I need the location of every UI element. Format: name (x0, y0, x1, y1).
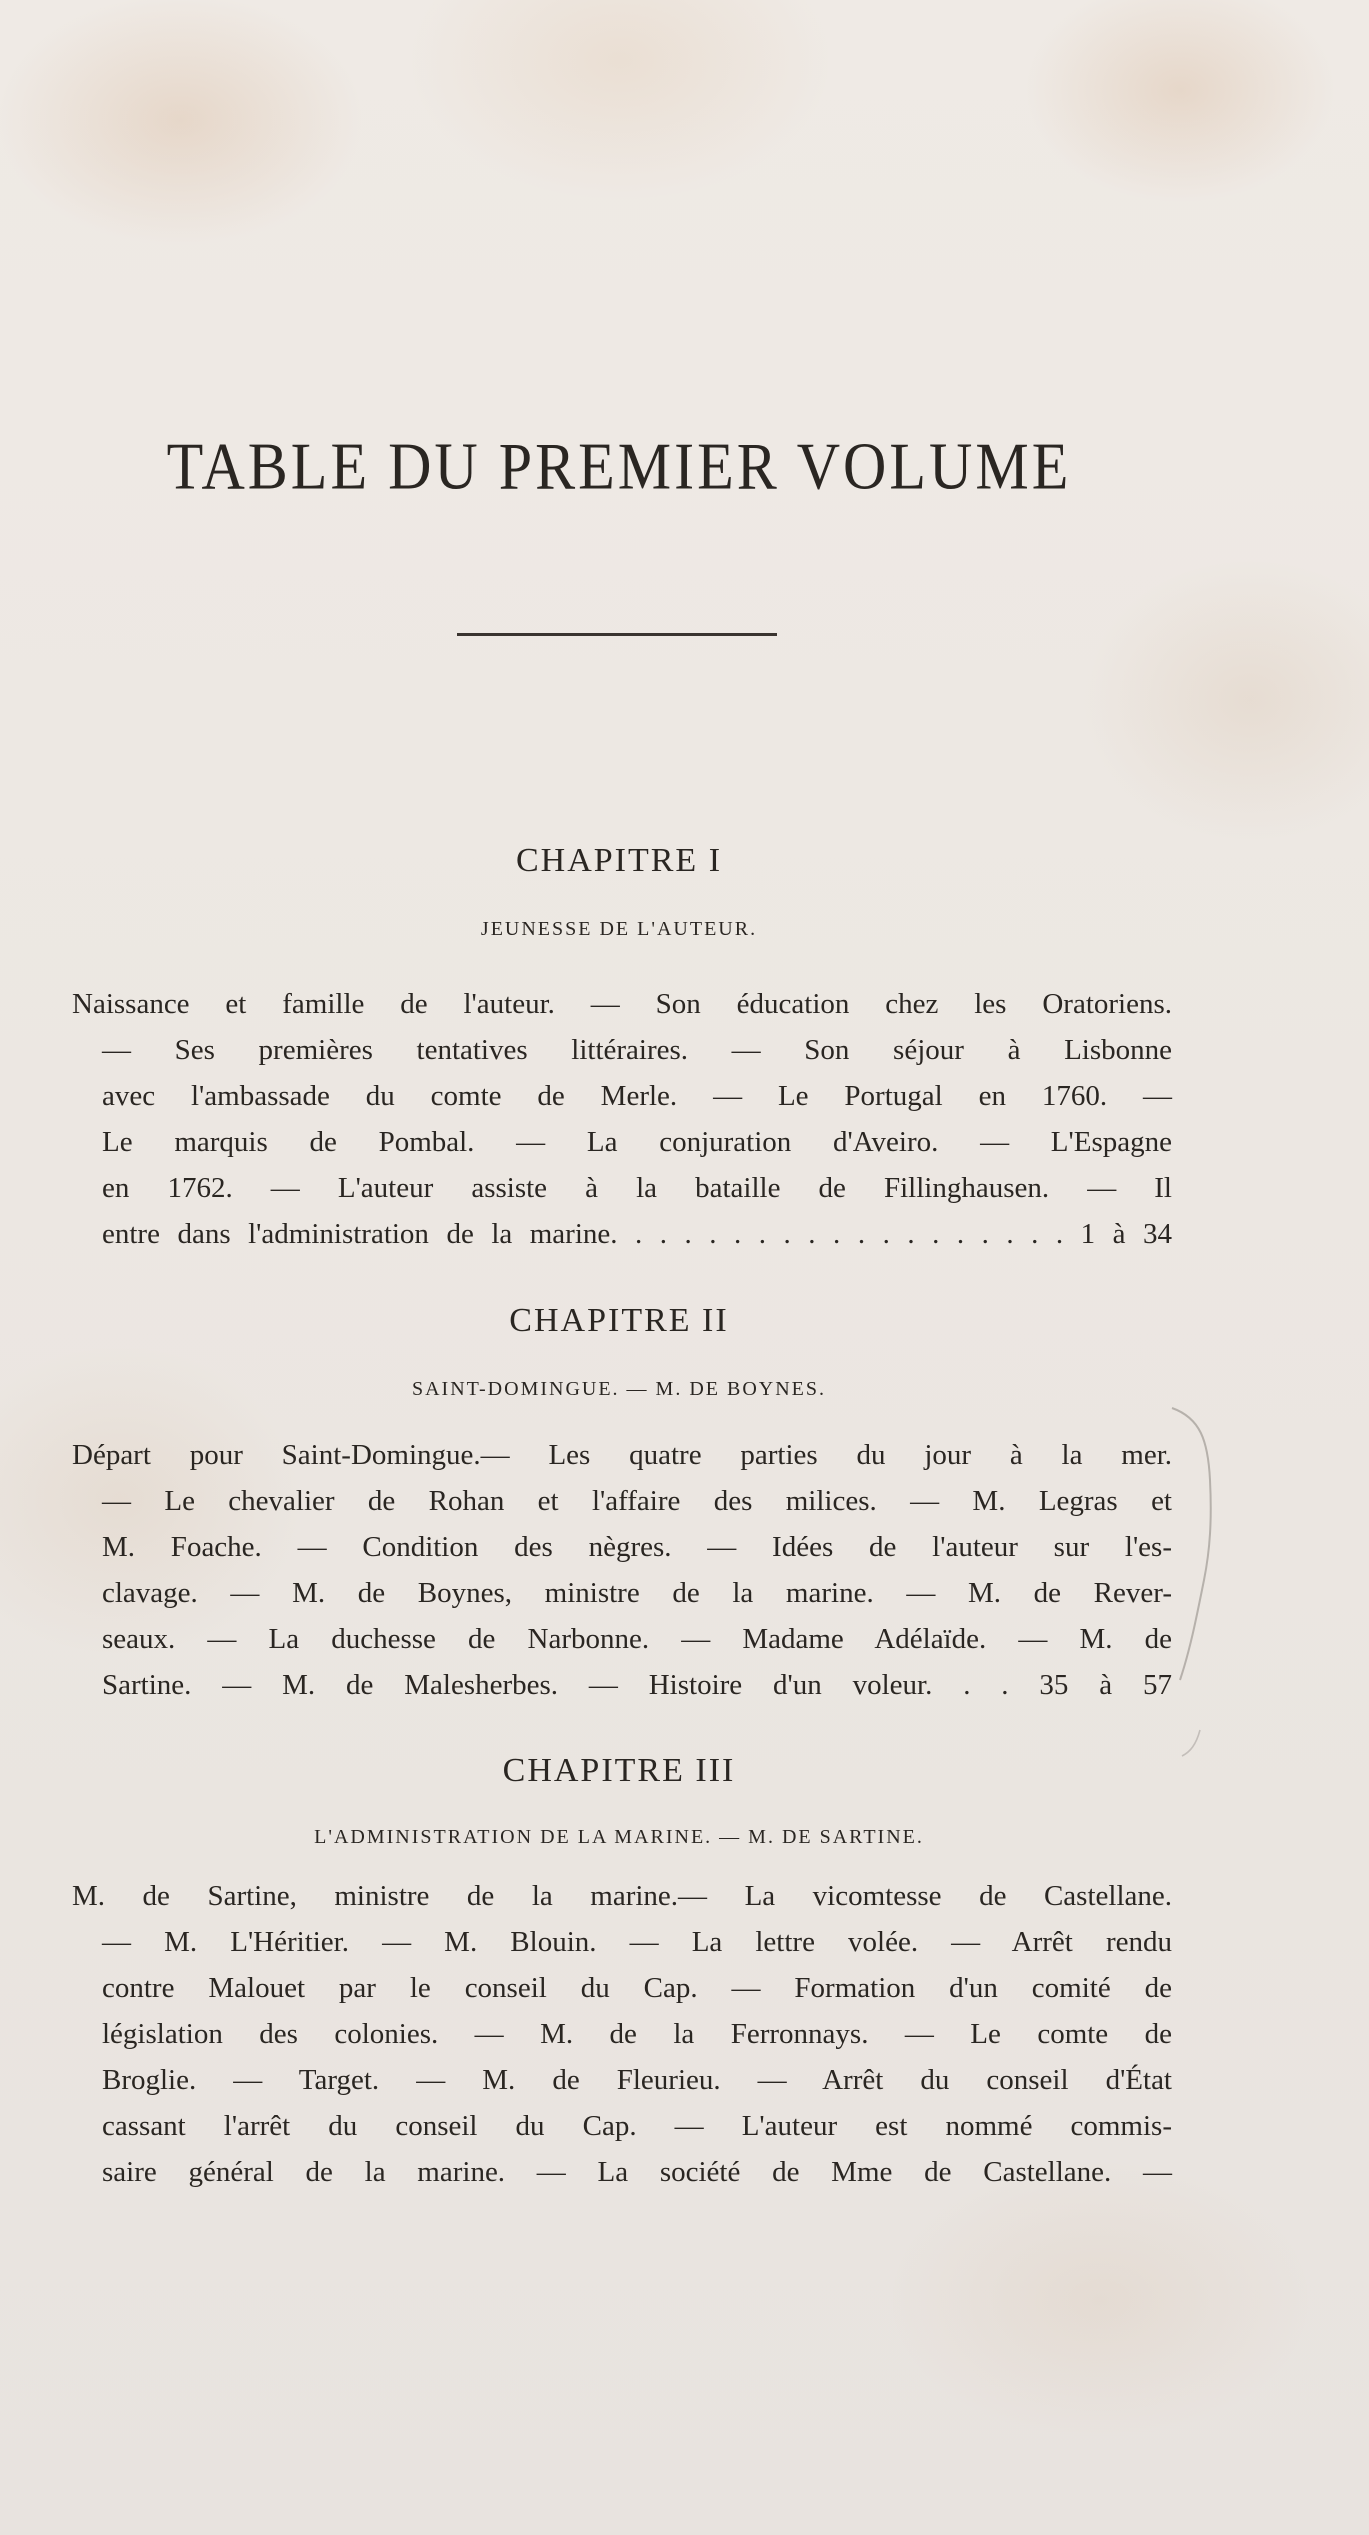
chapter-3-heading: CHAPITRE III (502, 1752, 736, 1789)
summary-line: en 1762. — L'auteur assiste à la bataille de Fillinghausen. — Il (102, 1172, 1172, 1204)
summary-line: M. de Sartine, ministre de la marine.— La vicomtesse de Castellane. (72, 1880, 1172, 1912)
page-range: 1 à 34 (1080, 1218, 1173, 1250)
summary-line: saire général de la marine. — La société de Mme de Castellane. — (102, 2156, 1172, 2188)
summary-line: Naissance et famille de l'auteur. — Son éducation chez les Oratoriens. (72, 988, 1172, 1020)
title-rule (457, 633, 777, 636)
summary-line: clavage. — M. de Boynes, ministre de la marine. — M. de Rever- (102, 1577, 1172, 1609)
page-title: TABLE DU PREMIER VOLUME (166, 428, 1072, 503)
summary-line: seaux. — La duchesse de Narbonne. — Madame Adélaïde. — M. de (102, 1623, 1172, 1655)
page-range: 35 à 57 (1039, 1669, 1173, 1701)
summary-line: M. Foache. — Condition des nègres. — Idées de l'auteur sur l'es- (102, 1531, 1172, 1563)
chapter-2-heading: CHAPITRE II (509, 1302, 729, 1339)
summary-line: avec l'ambassade du comte de Merle. — Le Portugal en 1760. — (102, 1080, 1172, 1112)
chapter-1-summary (72, 981, 1172, 1257)
summary-line: Le marquis de Pombal. — La conjuration d'Aveiro. — L'Espagne (102, 1126, 1172, 1158)
chapter-2-summary (72, 1432, 1172, 1708)
summary-line: — M. L'Héritier. — M. Blouin. — La lettre volée. — Arrêt rendu (102, 1926, 1172, 1958)
summary-last-text: entre dans l'administration de la marine. . . . . . . . . . . . . . . . . . . (102, 1218, 1064, 1250)
summary-line: cassant l'arrêt du conseil du Cap. — L'auteur est nommé commis- (102, 2110, 1172, 2142)
chapter-1-subtitle: JEUNESSE DE L'AUTEUR. (480, 918, 758, 940)
summary-last-line (72, 1211, 1172, 1257)
chapter-2-subtitle: SAINT-DOMINGUE. — M. DE BOYNES. (411, 1378, 827, 1400)
summary-last-text: Sartine. — M. de Malesherbes. — Histoire d'un voleur. . . (102, 1669, 1009, 1701)
summary-line: contre Malouet par le conseil du Cap. — Formation d'un comité de (102, 1972, 1172, 2004)
chapter-3-summary (72, 1873, 1172, 2195)
summary-last-line (72, 1662, 1172, 1708)
summary-line: Départ pour Saint-Domingue.— Les quatre parties du jour à la mer. (72, 1439, 1172, 1471)
chapter-3-subtitle: L'ADMINISTRATION DE LA MARINE. — M. DE SARTINE. (314, 1826, 924, 1848)
summary-line: — Le chevalier de Rohan et l'affaire des milices. — M. Legras et (102, 1485, 1172, 1517)
summary-line: législation des colonies. — M. de la Ferronnays. — Le comte de (102, 2018, 1172, 2050)
summary-line: — Ses premières tentatives littéraires. — Son séjour à Lisbonne (102, 1034, 1172, 1066)
summary-line: Broglie. — Target. — M. de Fleurieu. — Arrêt du conseil d'État (102, 2064, 1172, 2096)
chapter-1-heading: CHAPITRE I (515, 842, 723, 879)
